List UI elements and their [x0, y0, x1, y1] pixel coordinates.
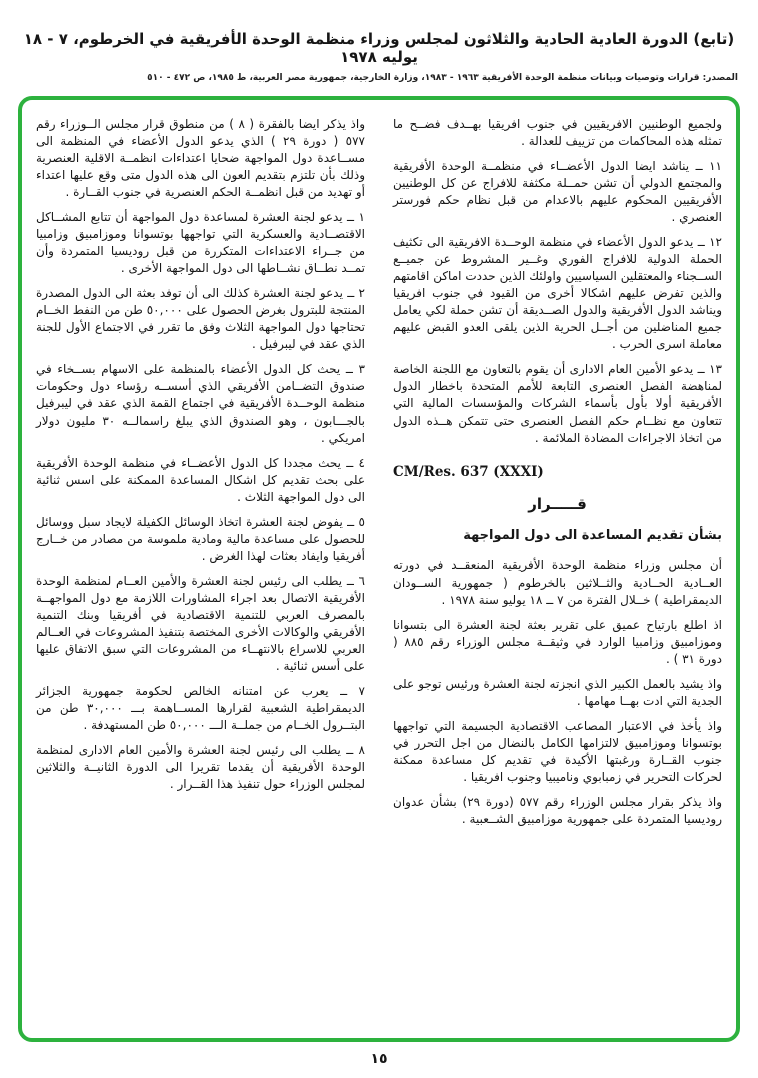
paragraph-item-3: ٣ ــ يحث كل الدول الأعضاء بالمنظمة على الاسهام بســخاء في صندوق التضــامن الأفريقي الذي أسســه رؤساء دول وحكومات منظمة الوحــدة الأفريقية في اجتماع القمة الذي عقد في ليبرفيل بالجـــابون ، وهو الصندوق الذي يبلغ راسمالــه ٣٠ مليون دولار امريكي . — [36, 362, 365, 445]
two-column-layout — [36, 116, 722, 1028]
left-column — [36, 116, 365, 1028]
paragraph-preamble: اذ اطلع بارتياح عميق على تقرير بعثة لجنة العشرة الى بتسوانا وموزامبيق وزامبيا الوارد في وثيقــة مجلس الوزراء رقم ٨٨٥ ( دورة ٣١ ) . — [393, 617, 722, 666]
paragraph-item-8: ٨ ــ يطلب الى رئيس لجنة العشرة والأمين العام الادارى لمنظمة الوحدة الأفريقية أن يقدما تقريرا الى الدورة الثانيــة والثلاثين لمجلس الوزراء حول تنفيذ هذا القــرار . — [36, 743, 365, 792]
resolution-subtitle: بشأن تقديم المساعدة الى دول المواجهة — [463, 528, 722, 544]
paragraph-item-2: ٢ ــ يدعو لجنة العشرة كذلك الى أن توفد بعثة الى الدول المصدرة المنتجة للبترول بغرض الحصول على ٥٠,٠٠٠ طن من النفط الخــام تحتاجها دول المواجهة الثلاث وفق ما تقرر في الاجتماع الأول للجنة الذي عقد في ليبرفيل . — [36, 286, 365, 352]
paragraph-item-5: ٥ ــ يفوض لجنة العشرة اتخاذ الوسائل الكفيلة لايجاد سبل ووسائل للحصول على مساعدة مالية ومادية ملموسة من مصادر من خــارج أفريقيا وايفاد بعثات لهذا الغرض . — [36, 514, 365, 563]
source-line: المصدر: قرارات وتوصيات وبيانات منظمة الوحدة الأفريقية ١٩٦٣ - ١٩٨٣، وزارة الخارجية، جمهورية مصر العربية، ط ١٩٨٥، ص ٤٧٢ - ٥١٠ — [147, 73, 738, 83]
paragraph-item-1: ١ ــ يدعو لجنة العشرة لمساعدة دول المواجهة أن تتابع المشــاكل الاقتصــادية والعسكرية التي تواجهها بوتسوانا وموزامبيق وزامبيا من جــراء الاعتداءات المتكررة من قبل روديسيا المتمردة وأن تمــد نطــاق نشــاطها الى دول المواجهة الأخرى . — [36, 210, 365, 276]
paragraph-preamble: واذ يذكر بقرار مجلس الوزراء رقم ٥٧٧ (دورة ٢٩) بشأن عدوان روديسيا المتمردة على جمهورية موزامبيق الشــعبية . — [393, 794, 723, 826]
content-border-box — [18, 96, 740, 1042]
paragraph-item-4: ٤ ــ يحث مجددا كل الدول الأعضــاء في منظمة الوحدة الأفريقية على بحث تقديم كل اشكال المساعدة الممكنة على اسس ثنائية الى دول المواجهة الثلاث . — [36, 455, 365, 504]
right-column — [393, 116, 722, 1028]
page-header — [0, 0, 758, 83]
paragraph-preamble: أن مجلس وزراء منظمة الوحدة الأفريقية المنعقــد في دورته العــادية الحــادية والثــلاثين بالخرطوم ( جمهورية الســودان الديمقراطية ) خــلال الفترة من ٧ ــ ١٨ يوليو سنة ١٩٧٨ . — [393, 558, 722, 607]
paragraph-item-12: ١٢ ــ يدعو الدول الأعضاء في منظمة الوحــدة الافريقية الى تكثيف الحملة الدولية للافراج الفوري وغــير المشروط عن جميــع الســجناء والمعتقلين السياسيين واولئك الذين حددت اماكن اقامتهم والذين تفرض عليهم اشكالا أخرى من القيود في جنوب افريقيا ويناشد الدول الأفريقية والدول الصــديقة أن تشن حملة لكي يعامل جميع المناضلين من أجــل الحرية الذين يلقى العدو القبض عليهم معاملة اسرى الحرب . — [393, 235, 722, 352]
resolution-title: قـــــرار — [528, 494, 587, 513]
paragraph-continuation: ولجميع الوطنيين الافريقيين في جنوب افريقيا بهــدف فضــح ما تمثله هذه المحاكمات من تزييف للعدالة . — [393, 117, 722, 149]
paragraph-preamble: واذ يأخذ في الاعتبار المصاعب الاقتصادية الجسيمة التي تواجهها بوتسوانا وموزامبيق لالتزامها الكامل بالنضال من اجل التحرر في جنوب القــارة ورغبتها الأكيدة في تقديم كل مساعدة ممكنة لحركات التحرير في زمبابوي وناميبيا وجنوب افريقيا . — [393, 718, 722, 784]
paragraph-preamble: واذ يشيد بالعمل الكبير الذي انجزته لجنة العشرة ورئيس توجو على الجدية التي ادت بهــا مهامها . — [393, 676, 722, 708]
paragraph-item-11: ١١ ــ يناشد ايضا الدول الأعضــاء في منظمــة الوحدة الأفريقية والمجتمع الدولي أن تشن حمــلة مكثفة للافراج عن كل الوطنيين الأفريقيين المحكوم عليهم بالاعدام من قبل نظام حكم فورستر العنصري . — [393, 159, 722, 225]
page-number: ١٥ — [370, 1051, 388, 1067]
paragraph-item-13: ١٣ ــ يدعو الأمين العام الادارى أن يقوم بالتعاون مع اللجنة الخاصة لمناهضة الفصل العنصرى التابعة للأمم المتحدة باخطار الدول الأفريقية أولا بأول بأسماء الشركات والمؤسسات المالية التي تتعاون مع نظــام حكم الفصل العنصرى حتى تتمكن هــذه الدول من اتخاذ الاجراءات المضادة الملائمة . — [393, 362, 722, 445]
paragraph-preamble: واذ يذكر ايضا بالفقرة ( ٨ ) من منطوق قرار مجلس الــوزراء رقم ٥٧٧ ( دورة ٢٩ ) الذي يدعو الدول الأعضاء في المنظمة الى مســاعدة دول المواجهة ضحايا اعتداءات انظمــة الاقلية العنصرية وذلك بأن تلتزم بتقديم العون الى هذه الدول متى وقع عليها اعتداء أو تهديد من قبل انظمــة الحكم العنصرية في جنوب القــارة . — [36, 117, 365, 200]
paragraph-item-7: ٧ ــ يعرب عن امتنانه الخالص لحكومة جمهورية الجزائر الديمقراطية الشعبية لقرارها المســاهمة بـــ ٣٠,٠٠٠ طن من البتــرول الخــام من جملــة الـــ ٥٠,٠٠٠ طن المستهدفة . — [36, 683, 365, 732]
document-title: (تابع) الدورة العادية الحادية والثلاثون لمجلس وزراء منظمة الوحدة الأفريقية في الخرطوم، ٧ - ١٨ يوليه ١٩٧٨ — [23, 30, 735, 66]
resolution-reference: CM/Res. 637 (XXXI) — [393, 463, 544, 480]
paragraph-item-6: ٦ ــ يطلب الى رئيس لجنة العشرة والأمين العــام لمنظمة الوحدة الأفريقية الاتصال بعد اجراء المشاورات اللازمة مع دول المواجهــة بالمصرف العربي للتنمية الاقتصادية في أفريقيا وبنك التنمية الأفريقي والوكالات الأخرى المختصة بتنفيذ المشروعات في العــالم العربي للاسراع بالانتهــاء من المشروعات التي سبق الاتفاق عليها على أسس ثنائية . — [36, 573, 365, 673]
